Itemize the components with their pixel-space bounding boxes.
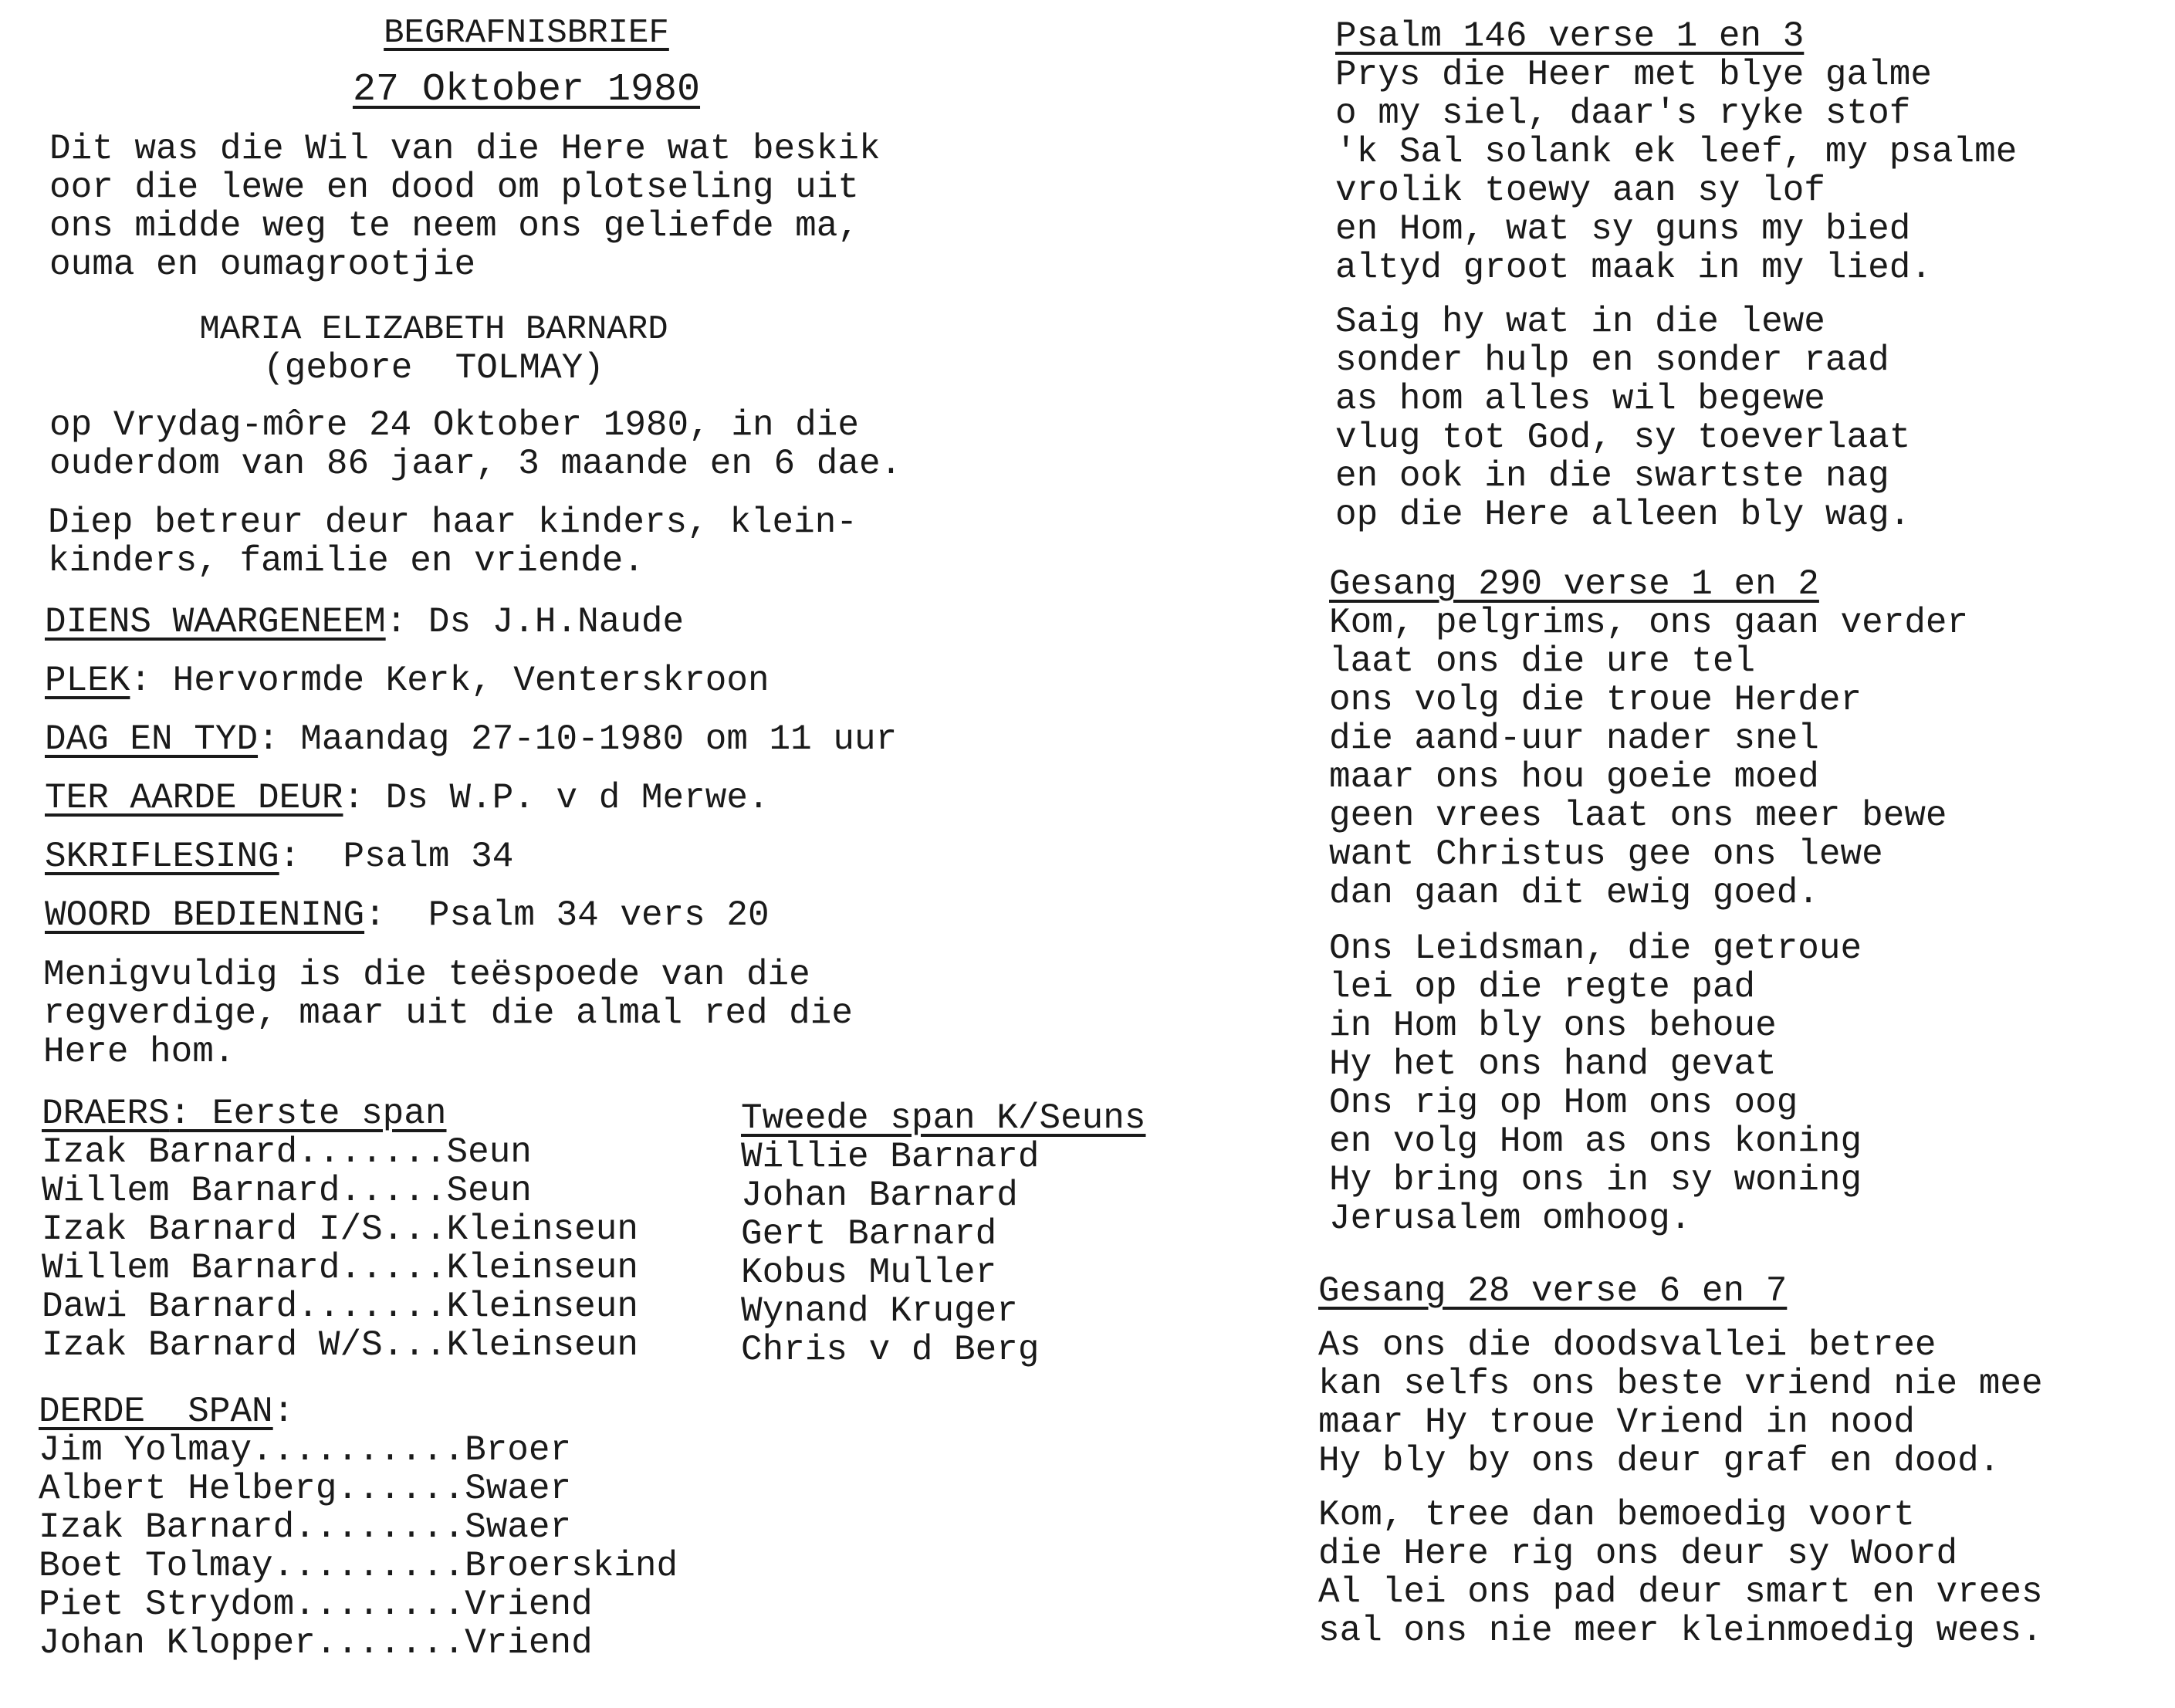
mourned-paragraph — [48, 503, 857, 580]
bearers-label: DRAERS — [42, 1094, 170, 1134]
bearers-first-heading — [42, 1094, 638, 1133]
bearers-first-team — [42, 1094, 638, 1365]
hymn-line: die aand-uur nader snel — [1329, 719, 1819, 759]
hymn-line: as hom alles wil begewe — [1335, 379, 1825, 419]
bearer-entry: Willem Barnard.....Seun — [42, 1171, 532, 1211]
field-sep: : — [385, 602, 408, 642]
field-scripture — [45, 837, 513, 877]
bearer-entry: Johan Klopper.......Vriend — [39, 1623, 593, 1663]
hymn-title: Psalm 146 verse 1 en 3 — [1335, 16, 1805, 56]
hymn-line: Al lei ons pad deur smart en vrees — [1318, 1572, 2043, 1612]
field-sep: : — [343, 778, 365, 818]
bearer-entry: Izak Barnard I/S...Kleinseun — [42, 1209, 638, 1250]
field-place — [45, 661, 770, 701]
bearers-third-heading — [39, 1392, 678, 1431]
field-day-time — [45, 719, 897, 759]
intro-line: Dit was die Wil van die Here wat beskik — [49, 129, 881, 169]
hymn-line: Kom, tree dan bemoedig voort — [1318, 1495, 1915, 1535]
field-label: SKRIFLESING — [45, 837, 279, 877]
field-sep: : — [279, 837, 301, 877]
hymn-line: Saig hy wat in die lewe — [1335, 302, 1825, 342]
hymn-line: want Christus gee ons lewe — [1329, 834, 1883, 874]
deceased-block — [164, 310, 704, 387]
intro-line: ons midde weg te neem ons geliefde ma, — [49, 206, 859, 246]
hymn-psalm-146 — [1335, 17, 2017, 534]
hymn-line: en ook in die swartste nag — [1335, 456, 1889, 496]
bearer-entry: Albert Helberg......Swaer — [39, 1469, 572, 1509]
field-label: DAG EN TYD — [45, 719, 259, 759]
bearer-entry: Jim Yolmay..........Broer — [39, 1430, 572, 1470]
hymn-line: sonder hulp en sonder raad — [1335, 340, 1889, 380]
hymn-gesang-28 — [1318, 1272, 2043, 1650]
field-value: Psalm 34 vers 20 — [385, 895, 770, 935]
bearer-entry: Willie Barnard — [741, 1137, 1040, 1177]
hymn-line: vlug tot God, sy toeverlaat — [1335, 418, 1911, 458]
stanza-gap — [1335, 287, 2017, 303]
field-officiant — [45, 602, 684, 642]
verse-line: Menigvuldig is die teëspoede van die — [43, 955, 810, 995]
bearer-entry: Chris v d Berg — [741, 1330, 1040, 1370]
field-sermon — [45, 895, 770, 935]
mourned-line: Diep betreur deur haar kinders, klein- — [48, 502, 857, 543]
deceased-name: MARIA ELIZABETH BARNARD — [199, 310, 668, 349]
field-sep: : — [364, 895, 386, 935]
field-label: TER AARDE DEUR — [45, 778, 343, 818]
bearer-entry: Kobus Muller — [741, 1253, 997, 1293]
intro-paragraph — [49, 130, 881, 284]
bearers-second-heading: Tweede span K/Seuns — [741, 1098, 1146, 1138]
bearer-entry: Gert Barnard — [741, 1214, 997, 1254]
field-value: Psalm 34 — [300, 837, 514, 877]
mourned-line: kinders, familie en vriende. — [48, 541, 644, 581]
hymn-line: As ons die doodsvallei betree — [1318, 1325, 1937, 1365]
hymn-line: Kom, pelgrims, ons gaan verder — [1329, 603, 1969, 643]
document-date: 27 Oktober 1980 — [352, 68, 701, 112]
hymn-line: en volg Hom as ons koning — [1329, 1121, 1862, 1162]
death-paragraph — [49, 406, 901, 483]
hymn-line: maar ons hou goeie moed — [1329, 757, 1819, 797]
hymn-line: Prys die Heer met blye galme — [1335, 55, 1932, 95]
field-label: DIENS WAARGENEEM — [45, 602, 386, 642]
hymn-line: kan selfs ons beste vriend nie mee — [1318, 1364, 2043, 1404]
bearer-entry: Izak Barnard........Swaer — [39, 1507, 572, 1547]
bearer-entry: Piet Strydom........Vriend — [39, 1585, 593, 1625]
field-sep: : — [258, 719, 279, 759]
verse-paragraph — [43, 955, 853, 1071]
hymn-line: ons volg die troue Herder — [1329, 680, 1862, 720]
hymn-line: maar Hy troue Vriend in nood — [1318, 1402, 1915, 1442]
hymn-line: 'k Sal solank ek leef, my psalme — [1335, 132, 2018, 172]
hymn-title: Gesang 28 verse 6 en 7 — [1318, 1271, 1788, 1311]
hymn-line: lei op die regte pad — [1329, 967, 1756, 1007]
verse-line: Here hom. — [43, 1032, 235, 1072]
field-burial — [45, 778, 770, 818]
bearers-third-heading-rest: : — [272, 1392, 295, 1432]
intro-line: oor die lewe en dood om plotseling uit — [49, 167, 859, 208]
field-value: Ds W.P. v d Merwe. — [364, 778, 770, 818]
bearer-entry: Willem Barnard.....Kleinseun — [42, 1248, 638, 1288]
hymn-line: Jerusalem omhoog. — [1329, 1199, 1692, 1239]
bearers-second-team — [741, 1099, 1146, 1369]
death-line: ouderdom van 86 jaar, 3 maande en 6 dae. — [49, 444, 902, 484]
hymn-line: die Here rig ons deur sy Woord — [1318, 1534, 1958, 1574]
field-value: Hervormde Kerk, Venterskroon — [151, 661, 770, 701]
deceased-born: (gebore TOLMAY) — [263, 348, 604, 388]
field-value: Ds J.H.Naude — [407, 602, 685, 642]
hymn-line: Ons Leidsman, die getroue — [1329, 928, 1862, 969]
bearers-third-label: DERDE SPAN — [39, 1392, 273, 1432]
hymn-line: dan gaan dit ewig goed. — [1329, 873, 1819, 913]
field-sep: : — [130, 661, 152, 701]
hymn-line: vrolik toewy aan sy lof — [1335, 171, 1825, 211]
hymn-line: geen vrees laat ons meer bewe — [1329, 796, 1947, 836]
hymn-line: Ons rig op Hom ons oog — [1329, 1083, 1798, 1123]
hymn-line: altyd groot maak in my lied. — [1335, 248, 1932, 288]
bearer-entry: Dawi Barnard.......Kleinseun — [42, 1287, 638, 1327]
hymn-line: sal ons nie meer kleinmoedig wees. — [1318, 1611, 2043, 1651]
document-title: BEGRAFNISBRIEF — [384, 14, 669, 52]
bearer-entry: Izak Barnard.......Seun — [42, 1132, 532, 1172]
stanza-gap — [1318, 1480, 2043, 1496]
intro-line: ouma en oumagrootjie — [49, 245, 476, 285]
field-label: WOORD BEDIENING — [45, 895, 365, 935]
hymn-line: op die Here alleen bly wag. — [1335, 495, 1911, 535]
hymn-title: Gesang 290 verse 1 en 2 — [1329, 564, 1819, 604]
bearers-third-team — [39, 1392, 678, 1662]
stanza-gap — [1329, 912, 1968, 929]
bearer-entry: Wynand Kruger — [741, 1291, 1018, 1331]
stanza-gap — [1318, 1311, 2043, 1326]
hymn-line: Hy bly by ons deur graf en dood. — [1318, 1441, 2001, 1481]
bearer-entry: Johan Barnard — [741, 1175, 1018, 1216]
hymn-line: Hy bring ons in sy woning — [1329, 1160, 1862, 1200]
hymn-gesang-290 — [1329, 565, 1968, 1238]
hymn-line: laat ons die ure tel — [1329, 641, 1756, 682]
hymn-line: Hy het ons hand gevat — [1329, 1044, 1777, 1084]
bearers-first-heading-rest: : Eerste span — [169, 1094, 447, 1134]
hymn-line: o my siel, daar's ryke stof — [1335, 93, 1911, 134]
bearer-entry: Izak Barnard W/S...Kleinseun — [42, 1325, 638, 1365]
verse-line: regverdige, maar uit die almal red die — [43, 993, 853, 1033]
death-line: op Vrydag-môre 24 Oktober 1980, in die — [49, 405, 859, 445]
hymn-line: in Hom bly ons behoue — [1329, 1006, 1777, 1046]
hymn-line: en Hom, wat sy guns my bied — [1335, 209, 1911, 249]
field-value: Maandag 27-10-1980 om 11 uur — [279, 719, 898, 759]
bearer-entry: Boet Tolmay.........Broerskind — [39, 1546, 678, 1586]
field-label: PLEK — [45, 661, 130, 701]
